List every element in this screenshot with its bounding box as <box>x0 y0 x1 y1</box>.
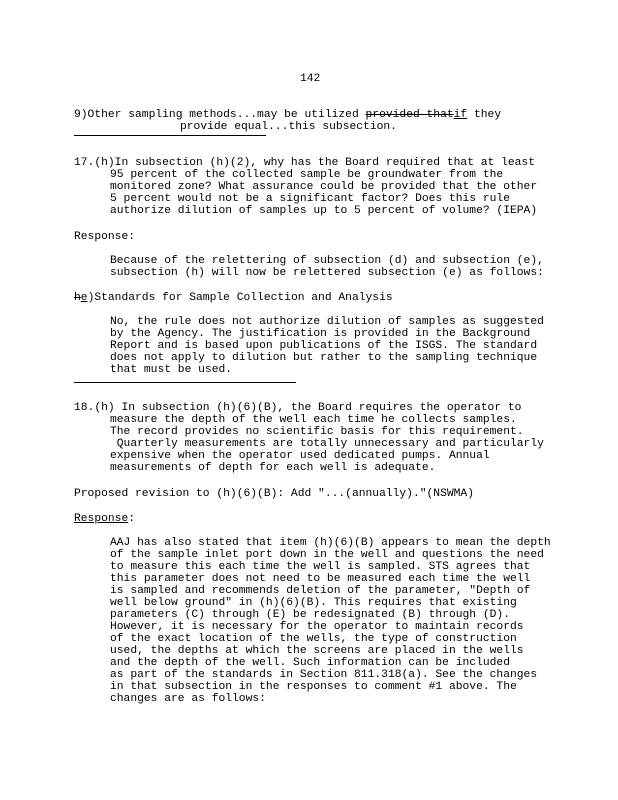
page-number: 142 <box>300 73 321 85</box>
item17-amendment-heading <box>74 292 393 304</box>
item17-question-line: monitored zone? What assurance could be provided that the other <box>110 181 538 193</box>
item18-proposed-revision: Proposed revision to (h)(6)(B): Add "...(annually)."(NSWMA) <box>74 488 474 500</box>
item9-text: 9)Other sampling methods...may be utilized <box>74 109 366 121</box>
item18-response-line: as part of the standards in Section 811.318(a). See the changes <box>110 669 538 681</box>
item18-response-line: AAJ has also stated that item (h)(6)(B) appears to mean the depth <box>110 537 551 549</box>
response-label-colon: : <box>128 513 136 525</box>
item17-explanation-line: that must be used. <box>110 364 233 376</box>
response-label-underlined: Response <box>74 513 129 525</box>
item9-text-end: they <box>467 109 502 121</box>
item18-response-line: used, the depths at which the screens are placed in the wells <box>110 645 524 657</box>
item17-response-line: Because of the relettering of subsection (d) and subsection (e), <box>110 255 544 267</box>
item17-response-line: subsection (h) will now be relettered subsection (e) as follows: <box>110 267 544 279</box>
item17-explanation-line: No, the rule does not authorize dilution of samples as suggested <box>110 316 544 328</box>
item18-response-line: of the exact location of the wells, the type of construction <box>110 633 517 645</box>
item18-response-line: changes are as follows: <box>110 693 266 705</box>
item18-response-line: this parameter does not need to be measured each time the well <box>110 573 531 585</box>
item9-line2: provide equal...this subsection. <box>180 121 397 133</box>
item9-line1 <box>74 109 501 121</box>
item17-question-line: 95 percent of the collected sample be groundwater from the <box>110 169 504 181</box>
separator-rule <box>74 382 296 383</box>
item18-question-line: measure the depth of the well each time he collects samples. <box>110 414 517 426</box>
separator-rule <box>74 135 266 136</box>
amendment-heading-text: )Standards for Sample Collection and Analysis <box>87 292 393 304</box>
item18-response-line: and the depth of the well. Such information can be included <box>110 657 510 669</box>
item18-response-line: well below ground" in (h)(6)(B). This requires that existing <box>110 597 517 609</box>
item18-question-line: Quarterly measurements are totally unnecessary and particularly <box>110 438 544 450</box>
item17-question-line: 5 percent would not be a significant factor? Does this rule <box>110 193 510 205</box>
item18-response-line: is sampled and recommends deletion of the parameter, "Depth of <box>110 585 531 597</box>
item17-question-line: 17.(h)In subsection (h)(2), why has the Board required that at least <box>74 157 535 169</box>
item17-response-label: Response: <box>74 231 136 243</box>
item17-explanation-line: by the Agency. The justification is provided in the Background <box>110 328 531 340</box>
item9-struck-text: provided that <box>365 109 454 121</box>
item9-underlined-text: if <box>453 109 468 121</box>
amendment-underlined-letter: e <box>80 292 88 304</box>
item18-response-line: of the sample inlet port down in the well and questions the need <box>110 549 544 561</box>
item18-response-line: However, it is necessary for the operator to maintain records <box>110 621 524 633</box>
item18-response-line: to measure this each time the well is sampled. STS agrees that <box>110 561 531 573</box>
amendment-struck-letter: h <box>74 292 81 304</box>
item17-explanation-line: does not apply to dilution but rather to the sampling technique <box>110 352 538 364</box>
item17-question-line: authorize dilution of samples up to 5 percent of volume? (IEPA) <box>110 205 538 217</box>
item18-response-line: parameters (C) through (E) be redesignated (B) through (D). <box>110 609 510 621</box>
item18-question-line: 18.(h) In subsection (h)(6)(B), the Board requires the operator to <box>74 402 522 414</box>
item18-response-line: in that subsection in the responses to comment #1 above. The <box>110 681 517 693</box>
item18-response-label <box>74 513 135 525</box>
item18-question-line: measurements of depth for each well is adequate. <box>110 462 436 474</box>
item18-question-line: expensive when the operator used dedicated pumps. Annual <box>110 450 490 462</box>
item17-explanation-line: Report and is based upon publications of the ISGS. The standard <box>110 340 538 352</box>
item18-question-line: The record provides no scientific basis for this requirement. <box>110 426 524 438</box>
